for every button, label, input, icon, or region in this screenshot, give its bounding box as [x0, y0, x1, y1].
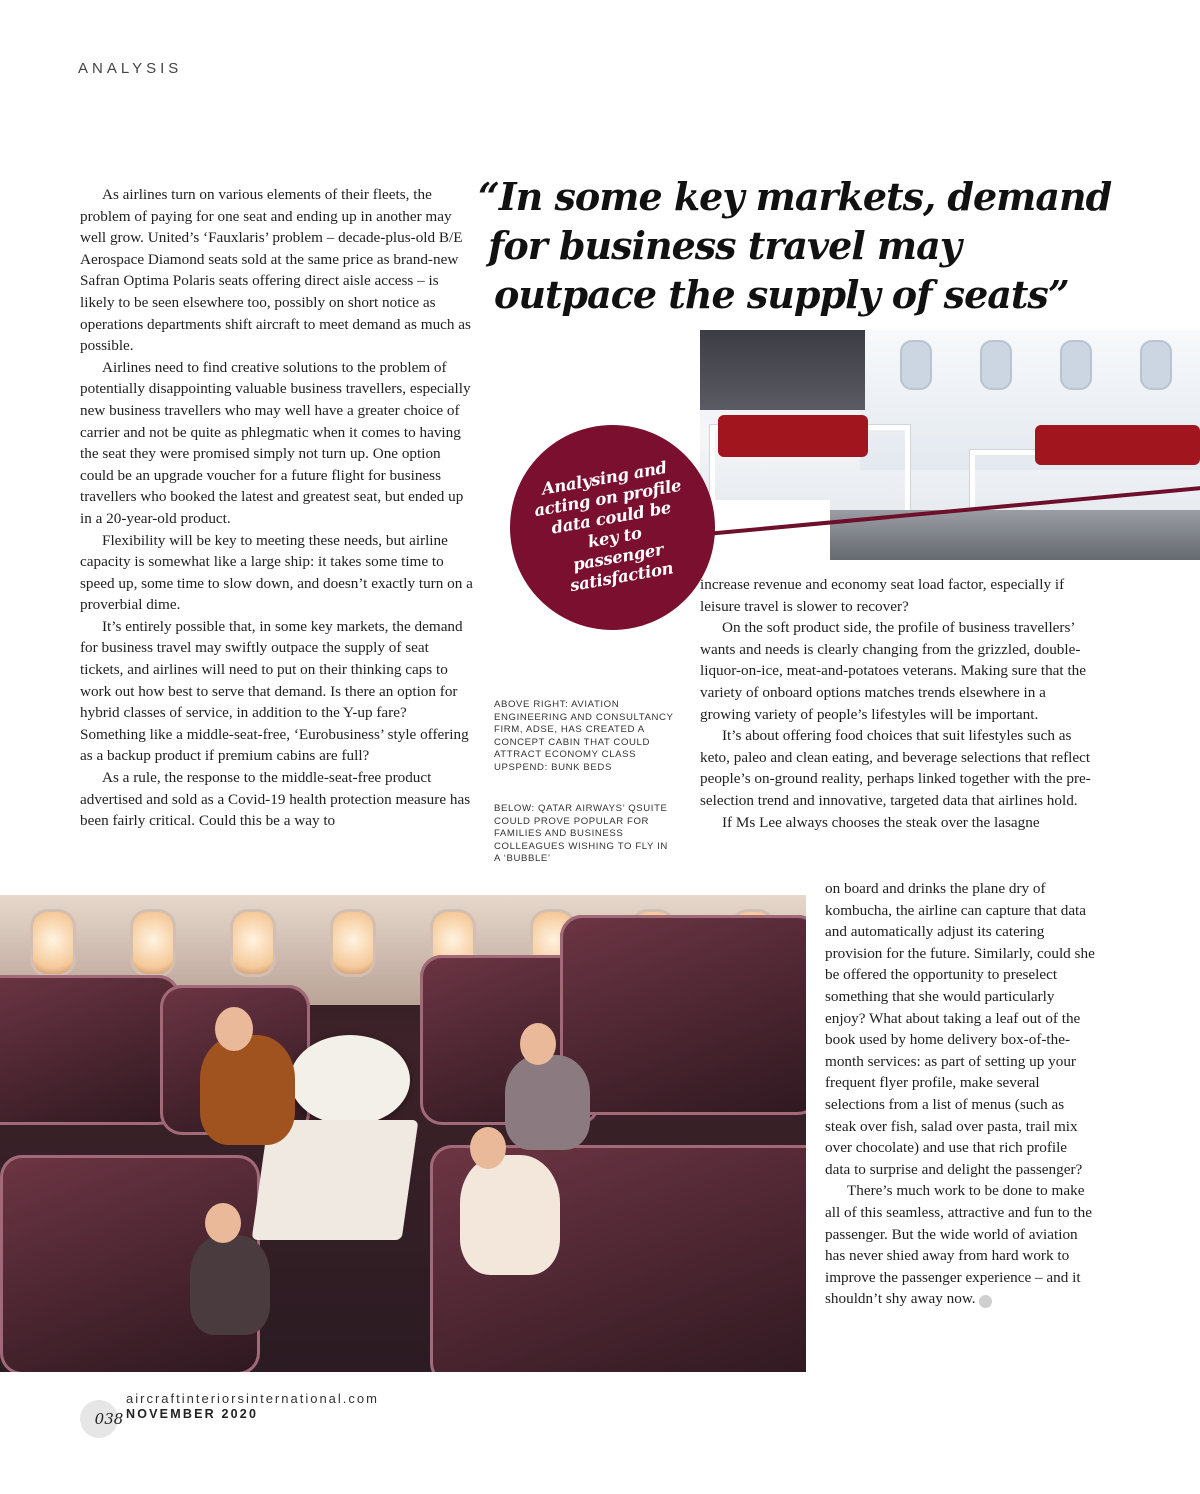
paragraph: on board and drinks the plane dry of kombucha, the airline can capture that data and automatically adjust its catering provision for the future. Similarly, could she be offered the opportunity to preselect something that she would particularly enjoy? What about taking a leaf out of the book used by home delivery box-of-the-month services: as part of setting up your frequent flyer profile, make several selections from a list of menus (such as steak over fish, salad over pasta, trail mix over chocolate) and use that rich profile data to surprise and delight the passenger?	[825, 880, 1095, 1178]
pull-quote-line: for business travel may	[488, 223, 961, 268]
passenger-head	[470, 1127, 506, 1169]
page-number-text: 038	[94, 1410, 124, 1428]
suite-seat	[560, 915, 806, 1115]
callout-badge	[510, 425, 715, 630]
cabin-window	[1140, 340, 1172, 390]
cabin-window	[230, 909, 276, 977]
pull-quote-line: “In some key markets, demand	[478, 174, 1112, 219]
passenger	[200, 1035, 295, 1145]
image-caption-top: ABOVE RIGHT: AVIATION ENGINEERING AND CONSULTANCY FIRM, ADSE, HAS CREATED A CONCEPT CABIN THAT COULD ATTRACT ECONOMY CLASS UPSPEND: BUNK BEDS	[494, 699, 674, 773]
bunk-mattress	[1035, 425, 1200, 465]
qsuite-cabin-photo	[0, 895, 806, 1372]
pull-quote	[478, 172, 1118, 319]
body-column-left	[80, 184, 476, 832]
footer-website: aircraftinteriorsinternational.com	[126, 1391, 379, 1406]
body-column-right	[700, 574, 1092, 833]
passenger-head	[520, 1023, 556, 1065]
paragraph: If Ms Lee always chooses the steak over the lasagne	[722, 813, 1040, 831]
paragraph: increase revenue and economy seat load factor, especially if leisure travel is slower to recover?	[700, 576, 1065, 615]
passenger-head	[205, 1203, 241, 1243]
page-number	[80, 1400, 124, 1438]
passenger-head	[215, 1007, 253, 1051]
cabin-window	[980, 340, 1012, 390]
cabin-window	[130, 909, 176, 977]
bunk-mattress	[718, 415, 868, 457]
cabin-window	[900, 340, 932, 390]
cabin-window	[1060, 340, 1092, 390]
passenger	[460, 1155, 560, 1275]
suite-seat	[0, 975, 180, 1125]
body-column-right-narrow	[825, 878, 1095, 1310]
overhead-bin	[700, 330, 865, 410]
footer-issue-date: NOVEMBER 2020	[126, 1407, 259, 1421]
callout-badge-text: Analysing and acting on profile data could be key to passenger satisfaction	[532, 457, 683, 595]
paragraph: As a rule, the response to the middle-seat-free product advertised and sold as a Covid-19 health protection measure has been fairly critical. Could this be a way to	[80, 769, 471, 830]
passenger	[190, 1235, 270, 1335]
paragraph: It’s about offering food choices that suit lifestyles such as keto, paleo and clean eating, and beverage selections that reflect people’s on-ground reality, perhaps linked together with the pre-selection trend and innovative, targeted data that airlines hold.	[700, 727, 1091, 809]
cabin-window	[30, 909, 76, 977]
section-label: ANALYSIS	[78, 60, 183, 77]
image-caption-bottom: BELOW: QATAR AIRWAYS’ QSUITE COULD PROVE POPULAR FOR FAMILIES AND BUSINESS COLLEAGUES WISHING TO FLY IN A ‘BUBBLE’	[494, 803, 668, 865]
paragraph: As airlines turn on various elements of their fleets, the problem of paying for one seat and ending up in another may well grow. United’s ‘Fauxlaris’ problem – decade-plus-old B/E Aerospace Diamond seats sold at the same price as brand-new Safran Optima Polaris seats offering direct aisle access – is likely to be seen elsewhere too, possibly on short notice as operations departments shift aircraft to meet demand as much as possible.	[80, 186, 471, 355]
paragraph	[825, 1180, 1095, 1310]
paragraph: It’s entirely possible that, in some key markets, the demand for business travel may swiftly outpace the supply of seat tickets, and airlines will need to put on their thinking caps to work out how best to serve that demand. Is there an option for hybrid classes of service, in addition to the Y-up fare? Something like a middle-seat-free, ‘Eurobusiness’ style offering as a backup product if premium cabins are full?	[80, 617, 469, 765]
end-mark-icon: ✕	[979, 1295, 992, 1308]
pull-quote-line: outpace the supply of seats”	[494, 272, 1069, 317]
paragraph-text: There’s much work to be done to make all of this seamless, attractive and fun to the passenger. But the wide world of aviation has never shied away from hard work to improve the passenger experience – and it shouldn’t shy away now.	[825, 1182, 1092, 1308]
paragraph: Airlines need to find creative solutions to the problem of potentially disappointing valuable business travellers, especially new business travellers who may well have a greater choice of carrier and not be quite as phlegmatic when it comes to having the seat they were promised simply not turn up. One option could be an upgrade voucher for a future flight for business travellers who booked the latest and greatest seat, but ended up in a 20-year-old product.	[80, 358, 471, 527]
dining-table	[290, 1035, 410, 1125]
passenger	[505, 1055, 590, 1150]
paragraph: Flexibility will be key to meeting these needs, but airline capacity is somewhat like a large ship: it takes some time to speed up, some time to slow down, and doesn’t exactly turn on a proverbial dime.	[80, 531, 473, 614]
cabin-window	[330, 909, 376, 977]
paragraph: On the soft product side, the profile of business travellers’ wants and needs is clearly changing from the grizzled, double-liquor-on-ice, meat-and-potatoes veterans. Making sure that the variety of onboard options matches trends elsewhere in a growing variety of people’s lifestyles will be important.	[700, 619, 1086, 723]
